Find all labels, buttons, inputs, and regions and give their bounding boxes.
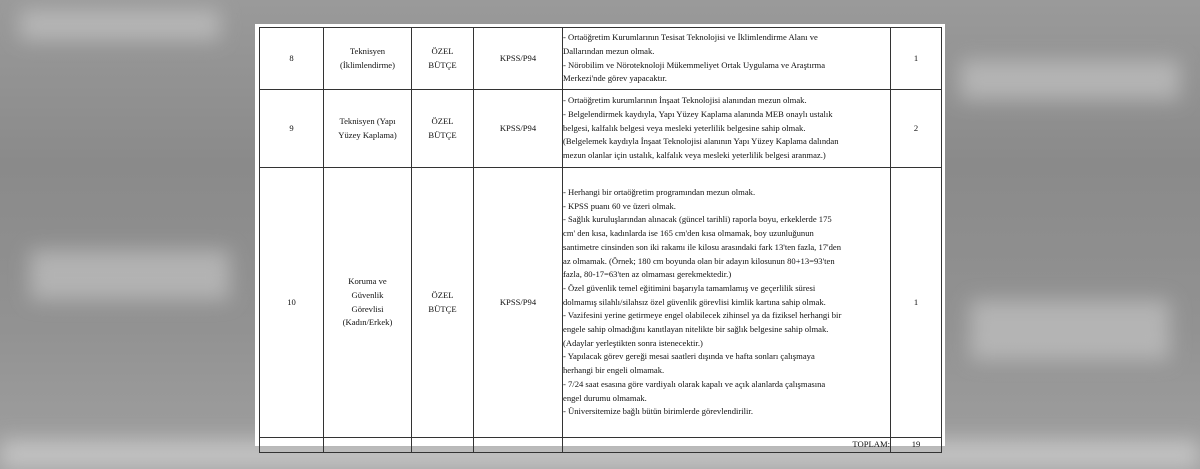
title-line: Yüzey Kaplama) <box>338 129 397 140</box>
position-count: 2 <box>891 90 942 168</box>
row-number: 8 <box>260 28 324 90</box>
requirement-line: (Adaylar yerleştikten sonra istenecektir.) <box>563 337 703 348</box>
budget-line: BÜTÇE <box>428 129 457 140</box>
position-title <box>324 28 412 90</box>
requirement-line: (Belgelemek kaydıyla İnşaat Teknolojisi alanının Yapı Yüzey Kaplama dalından <box>563 136 839 147</box>
requirements-text <box>563 168 891 438</box>
requirement-line: - 7/24 saat esasına göre vardiyalı olarak kapalı ve açık alanlarda çalışmasına <box>563 378 826 389</box>
requirement-line: - Ortaöğretim Kurumlarının Tesisat Teknolojisi ve İklimlendirme Alanı ve <box>563 32 818 43</box>
requirement-line: - Belgelendirmek kaydıyla, Yapı Yüzey Kaplama alanında MEB onaylı ustalık <box>563 108 833 119</box>
requirement-line: - Vazifesini yerine getirmeye engel olabilecek zihinsel ya da fiziksel herhangi bir <box>563 310 842 321</box>
position-count: 1 <box>891 168 942 438</box>
table-row <box>260 28 942 90</box>
position-count: 1 <box>891 28 942 90</box>
requirement-line: engele sahip olmadığını kanıtlayan nitelikte bir sağlık belgesine sahip olmak. <box>563 324 829 335</box>
requirement-line: - KPSS puanı 60 ve üzeri olmak. <box>563 200 676 211</box>
empty-cell <box>412 438 474 453</box>
title-line: Teknisyen (Yapı <box>339 115 396 126</box>
requirement-line: - Üniversitemize bağlı bütün birimlerde görevlendirilir. <box>563 406 753 417</box>
position-title <box>324 168 412 438</box>
empty-cell <box>324 438 412 453</box>
budget-line: ÖZEL <box>431 289 454 300</box>
budget-line: ÖZEL <box>431 45 454 56</box>
position-title <box>324 90 412 168</box>
table-row <box>260 168 942 438</box>
requirement-line: - Yapılacak görev gereği mesai saatleri dışında ve hafta sonları çalışmaya <box>563 351 815 362</box>
requirement-line: - Sağlık kuruluşlarından alınacak (güncel tarihli) raporla boyu, erkeklerde 175 <box>563 214 832 225</box>
title-line: Koruma ve <box>348 276 387 287</box>
kpss-score-type: KPSS/P94 <box>474 28 563 90</box>
requirement-line: - Ortaöğretim kurumlarının İnşaat Teknolojisi alanından mezun olmak. <box>563 95 807 106</box>
requirements-text <box>563 28 891 90</box>
title-line: Güvenlik <box>351 289 384 300</box>
row-number: 9 <box>260 90 324 168</box>
table-row <box>260 90 942 168</box>
empty-cell <box>474 438 563 453</box>
requirement-line: herhangi bir engeli olmamak. <box>563 365 665 376</box>
requirement-line: fazla, 80-17=63'ten az olmaması gerekmektedir.) <box>563 269 732 280</box>
title-line: Görevlisi <box>351 303 384 314</box>
row-number: 10 <box>260 168 324 438</box>
requirement-line: - Herhangi bir ortaöğretim programından mezun olmak. <box>563 187 756 198</box>
budget-type <box>412 168 474 438</box>
document-page <box>255 24 945 449</box>
title-line: (İklimlendirme) <box>340 59 395 70</box>
requirement-line: Dallarından mezun olmak. <box>563 45 655 56</box>
requirement-line: - Özel güvenlik temel eğitimini başarıyla tamamlamış ve geçerlilik süresi <box>563 282 816 293</box>
total-row <box>260 438 942 453</box>
requirements-table <box>259 27 942 453</box>
requirement-line: engel durumu olmamak. <box>563 392 647 403</box>
requirement-line: - Nörobilim ve Nöroteknoloji Mükemmeliyet Ortak Uygulama ve Araştırma <box>563 59 826 70</box>
budget-line: BÜTÇE <box>428 303 457 314</box>
table-body <box>260 28 942 453</box>
empty-cell <box>260 438 324 453</box>
total-label: TOPLAM: <box>563 438 891 453</box>
requirement-line: az olmamak. (Örnek; 180 cm boyunda olan bir adayın kilosunun 80+13=93'ten <box>563 255 835 266</box>
total-value: 19 <box>891 438 942 453</box>
title-line: (Kadın/Erkek) <box>342 317 393 328</box>
requirement-line: mezun olanlar için ustalık, kalfalık veya mesleki yeterlilik belgesi aranmaz.) <box>563 150 826 161</box>
budget-type <box>412 90 474 168</box>
budget-type <box>412 28 474 90</box>
title-line: Teknisyen <box>349 45 386 56</box>
requirement-line: belgesi, kalfalık belgesi veya mesleki yeterlilik belgesine sahip olmak. <box>563 122 806 133</box>
requirement-line: Merkezi'nde görev yapacaktır. <box>563 73 667 84</box>
kpss-score-type: KPSS/P94 <box>474 168 563 438</box>
requirements-text <box>563 90 891 168</box>
budget-line: BÜTÇE <box>428 59 457 70</box>
requirement-line: cm' den kısa, kadınlarda ise 165 cm'den kısa olmamak, boy uzunluğunun <box>563 228 814 239</box>
budget-line: ÖZEL <box>431 115 454 126</box>
kpss-score-type: KPSS/P94 <box>474 90 563 168</box>
requirement-line: dolmamış silahlı/silahsız özel güvenlik görevlisi kimlik kartına sahip olmak. <box>563 296 826 307</box>
requirement-line: santimetre cinsinden son iki rakamı ile kilosu arasındaki fark 13'ten fazla, 17'den <box>563 241 842 252</box>
